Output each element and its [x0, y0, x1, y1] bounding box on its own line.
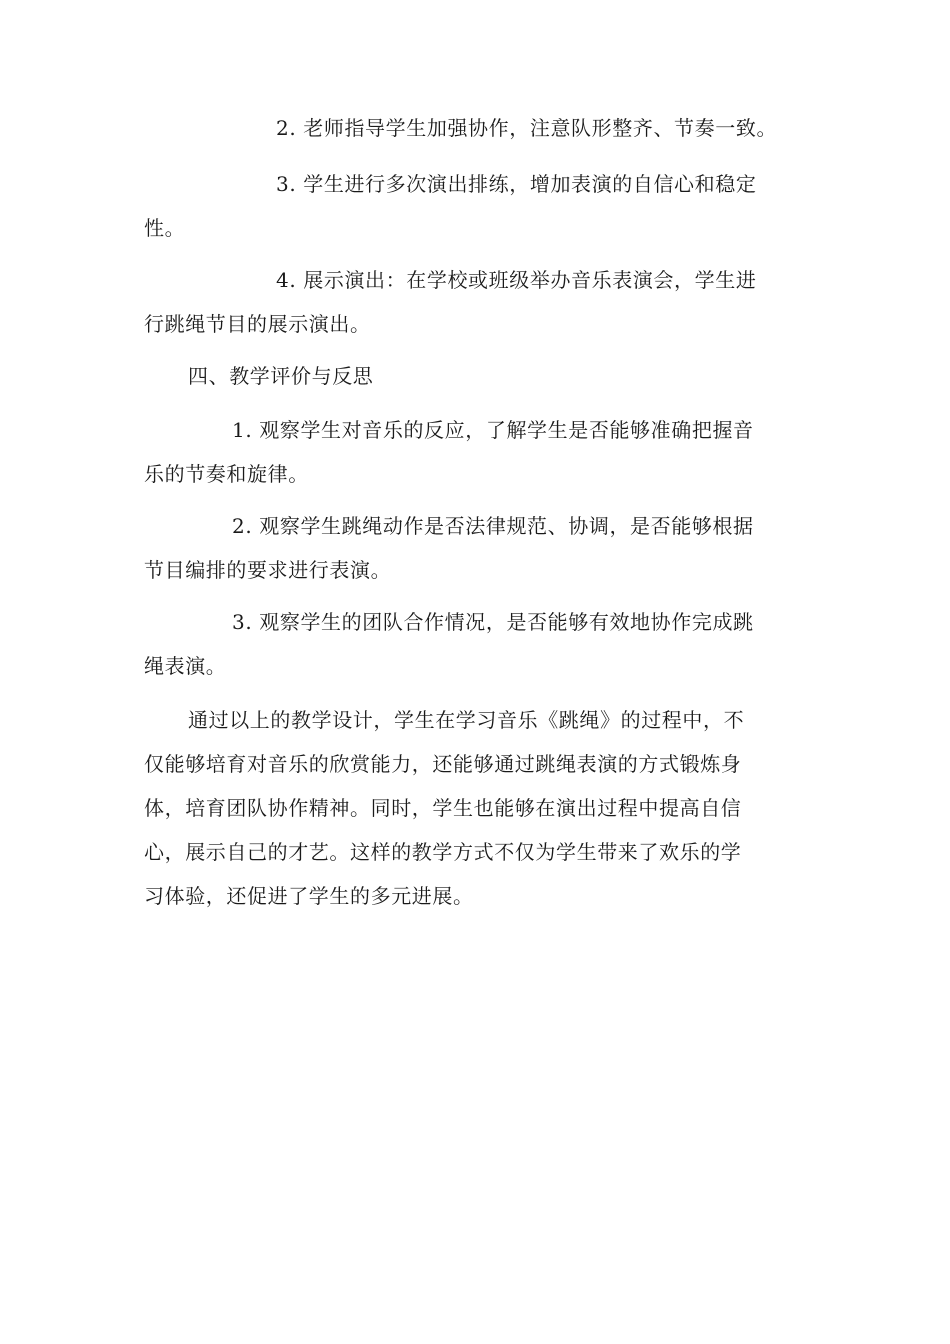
text-line: 心，展示自己的才艺。这样的教学方式不仅为学生带来了欢乐的学	[144, 840, 742, 864]
paragraph-step-4	[144, 258, 804, 346]
section-heading	[144, 354, 804, 398]
paragraph-step-3	[144, 162, 804, 250]
text-line: 仅能够培育对音乐的欣赏能力，还能够通过跳绳表演的方式锻炼身	[144, 752, 742, 776]
text-line: 习体验，还促进了学生的多元进展。	[144, 884, 474, 908]
text-line: 体，培育团队协作精神。同时，学生也能够在演出过程中提高自信	[144, 796, 742, 820]
section-title: 四、教学评价与反思	[188, 364, 374, 388]
text-line: 2. 观察学生跳绳动作是否法律规范、协调，是否能够根据	[232, 514, 754, 538]
paragraph-step-2	[144, 106, 804, 150]
text-line: 节目编排的要求进行表演。	[144, 558, 392, 582]
text-line: 4. 展示演出：在学校或班级举办音乐表演会，学生进	[276, 268, 757, 292]
text-line: 乐的节奏和旋律。	[144, 462, 309, 486]
text-line: 3. 观察学生的团队合作情况，是否能够有效地协作完成跳	[232, 610, 754, 634]
paragraph-eval-3	[144, 600, 804, 688]
text-line: 行跳绳节目的展示演出。	[144, 312, 371, 336]
paragraph-eval-1	[144, 408, 804, 496]
paragraph-eval-2	[144, 504, 804, 592]
text-line: 2. 老师指导学生加强协作，注意队形整齐、节奏一致。	[276, 116, 778, 140]
text-line: 1. 观察学生对音乐的反应，了解学生是否能够准确把握音	[232, 418, 754, 442]
text-line: 绳表演。	[144, 654, 227, 678]
text-line: 通过以上的教学设计，学生在学习音乐《跳绳》的过程中，不	[188, 708, 745, 732]
paragraph-closing	[144, 698, 804, 918]
text-line: 3. 学生进行多次演出排练，增加表演的自信心和稳定	[276, 172, 757, 196]
text-line: 性。	[144, 216, 186, 240]
